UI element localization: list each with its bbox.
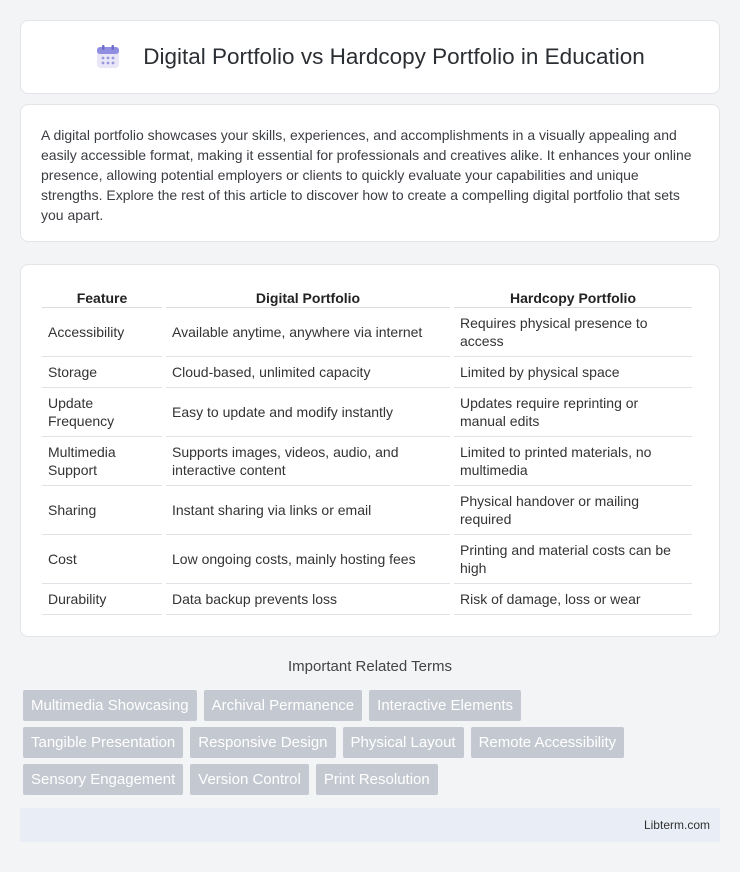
- table-cell: Physical handover or mailing required: [454, 486, 692, 535]
- table-cell: Supports images, videos, audio, and interactive content: [166, 437, 450, 486]
- table-cell: Sharing: [42, 486, 162, 535]
- table-cell: Update Frequency: [42, 388, 162, 437]
- table-cell: Durability: [42, 584, 162, 615]
- table-row: [42, 535, 692, 584]
- tag-print-resolution[interactable]: Print Resolution: [316, 764, 438, 795]
- comparison-table: [38, 285, 696, 615]
- table-row: [42, 388, 692, 437]
- tag-multimedia-showcasing[interactable]: Multimedia Showcasing: [23, 690, 197, 721]
- tag-physical-layout[interactable]: Physical Layout: [343, 727, 464, 758]
- table-cell: Risk of damage, loss or wear: [454, 584, 692, 615]
- table-cell: Low ongoing costs, mainly hosting fees: [166, 535, 450, 584]
- table-cell: Easy to update and modify instantly: [166, 388, 450, 437]
- tag-row: [20, 764, 720, 795]
- tag-archival-permanence[interactable]: Archival Permanence: [204, 690, 363, 721]
- tag-remote-accessibility[interactable]: Remote Accessibility: [471, 727, 625, 758]
- table-cell: Instant sharing via links or email: [166, 486, 450, 535]
- table-row: [42, 584, 692, 615]
- table-row: [42, 437, 692, 486]
- comparison-card: [20, 264, 720, 637]
- table-cell: Accessibility: [42, 308, 162, 357]
- table-cell: Data backup prevents loss: [166, 584, 450, 615]
- table-cell: Printing and material costs can be high: [454, 535, 692, 584]
- tag-interactive-elements[interactable]: Interactive Elements: [369, 690, 521, 721]
- table-cell: Multimedia Support: [42, 437, 162, 486]
- table-cell: Limited to printed materials, no multimedia: [454, 437, 692, 486]
- table-header-row: [42, 285, 692, 308]
- table-cell: Available anytime, anywhere via internet: [166, 308, 450, 357]
- table-cell: Limited by physical space: [454, 357, 692, 388]
- tag-sensory-engagement[interactable]: Sensory Engagement: [23, 764, 183, 795]
- intro-text: A digital portfolio showcases your skills, experiences, and accomplishments in a visually appealing and easily accessible format, making it essential for professionals and creatives alike. It enhances your online presence, allowing potential employers or clients to quickly evaluate your capabilities and unique strengths. Explore the rest of this article to discover how to create a compelling digital portfolio that sets you apart.: [41, 127, 692, 223]
- page-title: Digital Portfolio vs Hardcopy Portfolio in Education: [143, 44, 645, 69]
- footer-site-link[interactable]: Libterm.com: [643, 818, 710, 832]
- related-terms-title: Important Related Terms: [288, 658, 452, 675]
- tag-row: [20, 727, 720, 758]
- column-header-digital: Digital Portfolio: [166, 285, 450, 308]
- table-cell: Cost: [42, 535, 162, 584]
- title-card: [20, 20, 720, 94]
- column-header-feature: Feature: [42, 285, 162, 308]
- table-cell: Cloud-based, unlimited capacity: [166, 357, 450, 388]
- intro-card: [20, 104, 720, 242]
- table-cell: Storage: [42, 357, 162, 388]
- table-row: [42, 486, 692, 535]
- footer: [20, 808, 720, 842]
- tag-tangible-presentation[interactable]: Tangible Presentation: [23, 727, 183, 758]
- column-header-hardcopy: Hardcopy Portfolio: [454, 285, 692, 308]
- table-row: [42, 308, 692, 357]
- tag-row: [20, 690, 720, 721]
- table-cell: Requires physical presence to access: [454, 308, 692, 357]
- calendar-icon: [95, 44, 121, 70]
- related-terms-list: [20, 690, 720, 801]
- table-cell: Updates require reprinting or manual edits: [454, 388, 692, 437]
- table-row: [42, 357, 692, 388]
- tag-version-control[interactable]: Version Control: [190, 764, 309, 795]
- tag-responsive-design[interactable]: Responsive Design: [190, 727, 335, 758]
